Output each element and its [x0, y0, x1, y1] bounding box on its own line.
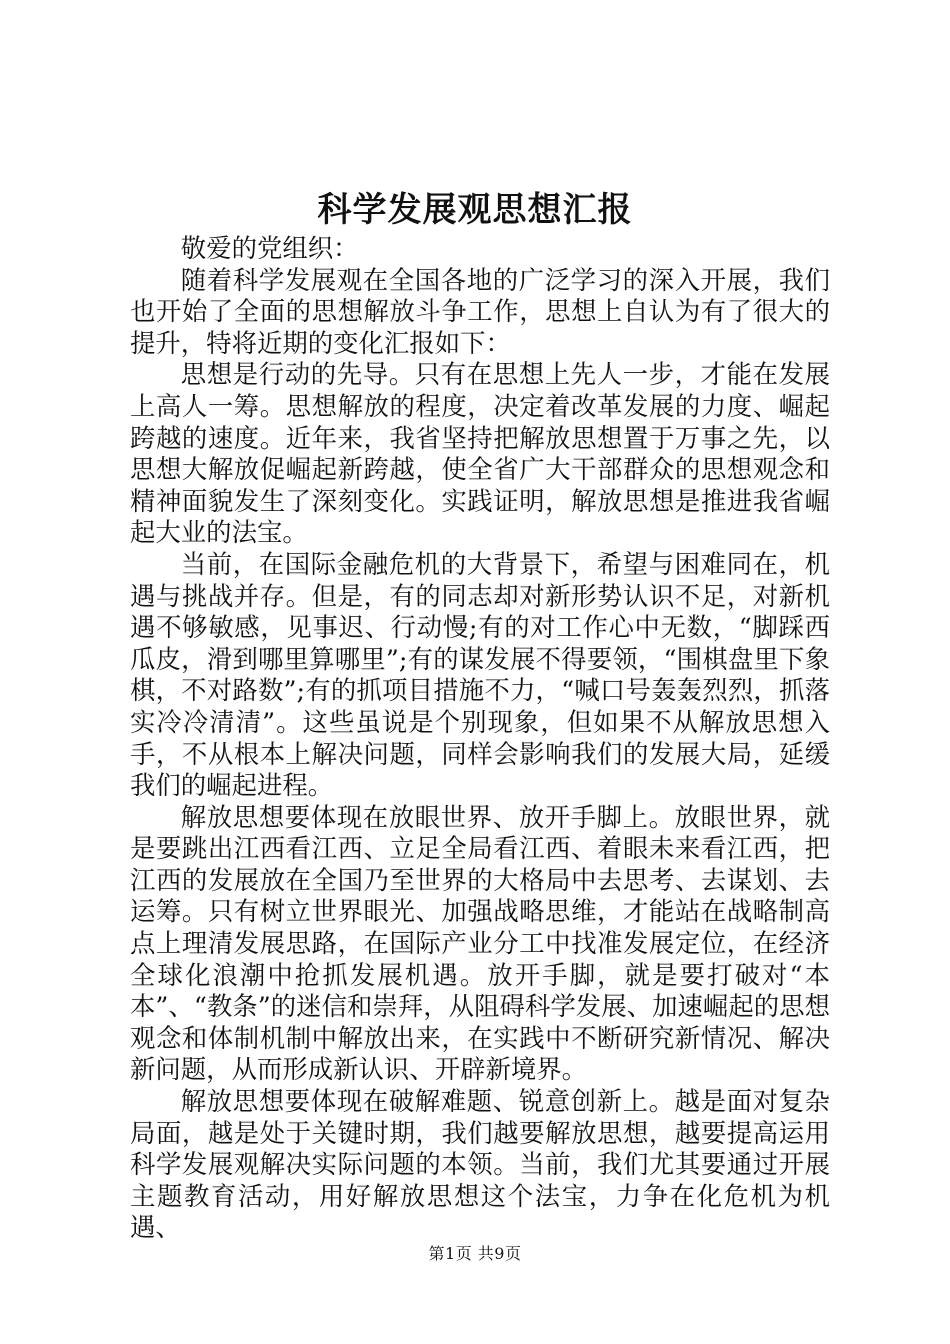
salutation: 敬爱的党组织： [180, 233, 359, 263]
paragraph-open-to-world: 解放思想要体现在放眼世界、放开手脚上。放眼世界，就是要跳出江西看江西、立足全局看江西、着眼未来看江西，把江西的发展放在全国乃至世界的大格局中去思考、去谋划、去运筹。只有树立世界眼光、加强战略思维，才能站在战略制高点上理清发展思路，在国际产业分工中找准发展定位，在经济全球化浪潮中抢抓发展机遇。放开手脚，就是要打破对“本本”、“教条”的迷信和崇拜，从阻碍科学发展、加速崛起的思想观念和体制机制中解放出来，在实践中不断研究新情况、解决新问题，从而形成新认识、开辟新境界。 [130, 801, 830, 1085]
paragraph-solve-problems: 解放思想要体现在破解难题、锐意创新上。越是面对复杂局面，越是处于关键时期，我们越要解放思想，越要提高运用科学发展观解决实际问题的本领。当前，我们尤其要通过开展主题教育活动，用好解放思想这个法宝，力争在化危机为机遇、 [130, 1086, 830, 1243]
document-body [130, 233, 830, 1244]
paragraph-intro: 随着科学发展观在全国各地的广泛学习的深入开展，我们也开始了全面的思想解放斗争工作，思想上自认为有了很大的提升，特将近期的变化汇报如下： [130, 264, 830, 358]
page-number-footer: 第1页 共9页 [428, 1244, 522, 1263]
paragraph-thought-leads-action: 思想是行动的先导。只有在思想上先人一步，才能在发展上高人一筹。思想解放的程度，决定着改革发展的力度、崛起跨越的速度。近年来，我省坚持把解放思想置于万事之先，以思想大解放促崛起新跨越，使全省广大干部群众的思想观念和精神面貌发生了深刻变化。实践证明，解放思想是推进我省崛起大业的法宝。 [130, 359, 830, 548]
paragraph-current-situation: 当前，在国际金融危机的大背景下，希望与困难同在，机遇与挑战并存。但是，有的同志却对新形势认识不足，对新机遇不够敏感，见事迟、行动慢;有的对工作心中无数，“脚踩西瓜皮，滑到哪里算哪里”;有的谋发展不得要领，“围棋盘里下象棋，不对路数”;有的抓项目措施不力，“喊口号轰轰烈烈，抓落实冷冷清清”。这些虽说是个别现象，但如果不从解放思想入手，不从根本上解决问题，同样会影响我们的发展大局，延缓我们的崛起进程。 [130, 548, 830, 801]
document-title: 科学发展观思想汇报 [317, 190, 633, 230]
